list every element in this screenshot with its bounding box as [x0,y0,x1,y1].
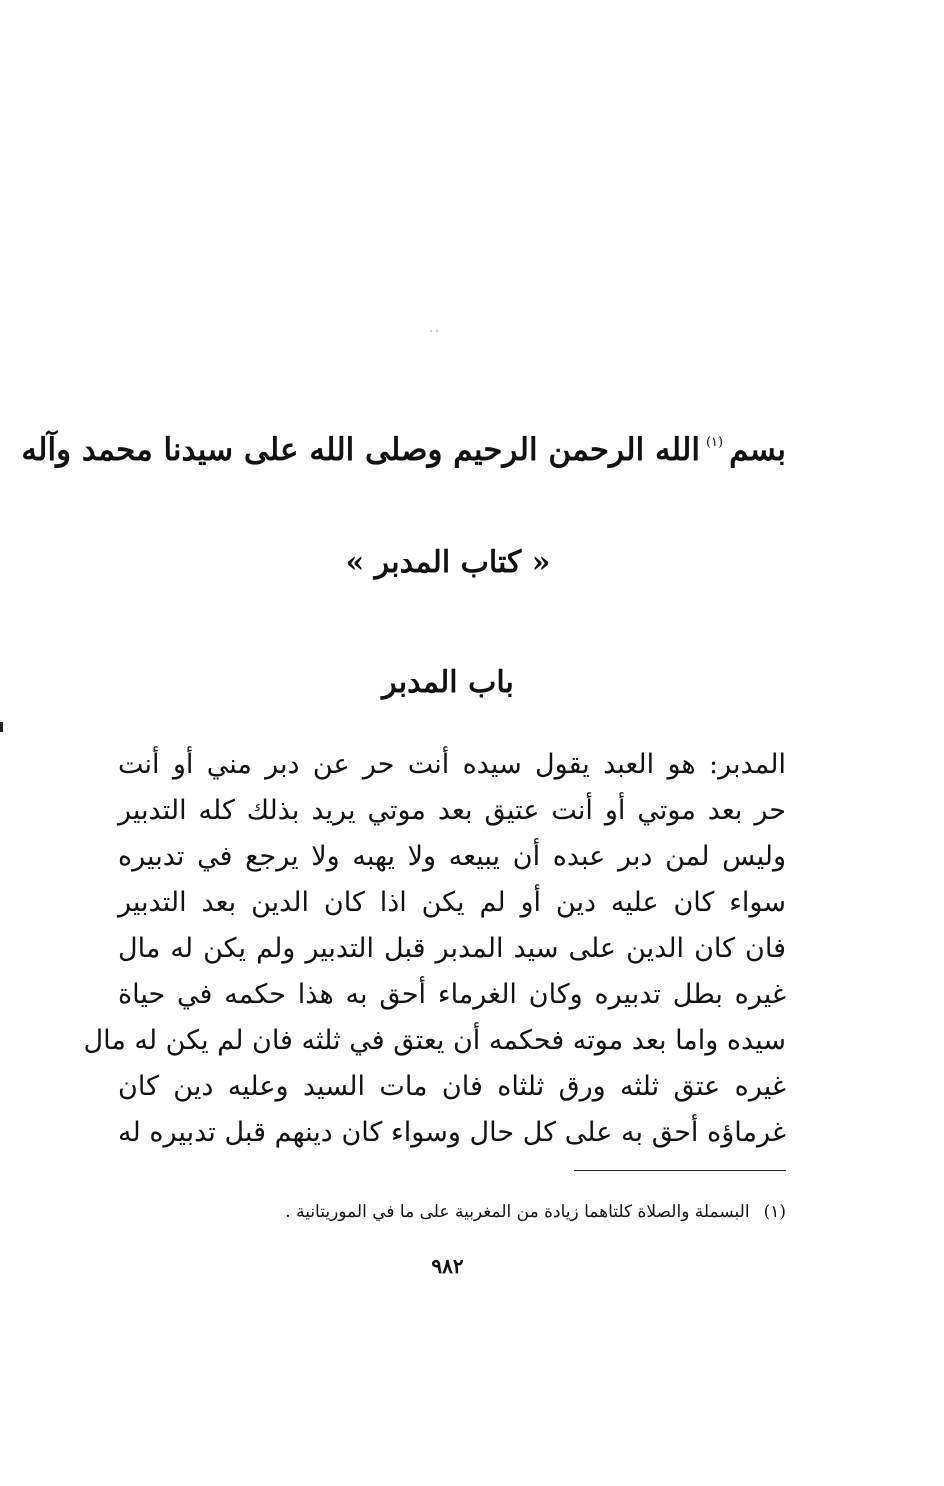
footnote-text: البسملة والصلاة كلتاهما زيادة من المغربية على ما في الموريتانية . [285,1202,750,1222]
body-line: وليس لمن دبر عبده أن يبيعه ولا يهبه ولا يرجع في تدبيره [118,841,786,872]
body-line: سواء كان عليه دين أو لم يكن اذا كان الدين بعد التدبير [118,887,786,918]
basmala-rest: الله الرحمن الرحيم وصلى الله على سيدنا محمد وآله [21,432,700,468]
footnote-reference: (١) [705,435,724,450]
basmala-first-word: بسم [729,432,786,468]
scan-margin-mark [0,722,3,732]
scan-speck [436,330,438,332]
book-title: « كتاب المدبر » [345,545,551,580]
body-line: غرماؤه أحق به على كل حال وسواء كان دينهم قبل تدبيره له [118,1117,786,1148]
body-line: المدبر: هو العبد يقول سيده أنت حر عن دبر مني أو أنت [118,749,786,780]
basmala-line [21,432,786,468]
footnote-marker: (١) [763,1202,786,1222]
chapter-title: باب المدبر [382,665,514,700]
body-text [83,742,786,1156]
body-line: غيره عتق ثلثه ورق ثلثاه فان مات السيد وعليه دين كان [118,1071,786,1102]
footnote [285,1202,786,1222]
body-line: سيده واما بعد موته فحكمه أن يعتق في ثلثه فان لم يكن له مال [83,1025,786,1056]
body-line: حر بعد موتي أو أنت عتيق بعد موتي يريد بذلك كله التدبير [118,795,786,826]
scan-speck [430,330,432,332]
footnote-divider [574,1170,786,1171]
page-number: ٩٨٢ [431,1254,464,1278]
body-line: غيره بطل تدبيره وكان الغرماء أحق به هذا حكمه في حياة [118,979,786,1010]
body-line: فان كان الدين على سيد المدبر قبل التدبير ولم يكن له مال [118,933,786,964]
